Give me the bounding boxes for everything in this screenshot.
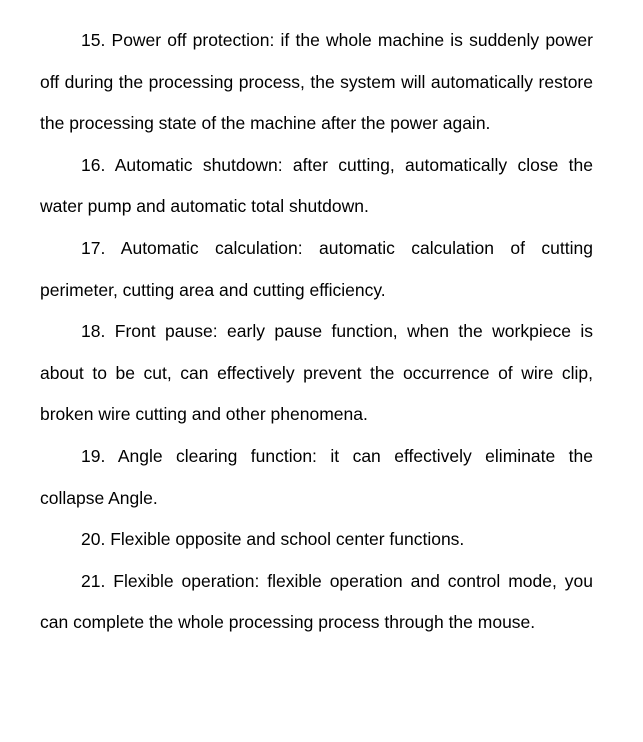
paragraph-19-angle-clearing: 19. Angle clearing function: it can effectively eliminate the collapse Angle. (40, 445, 593, 508)
paragraph-20-flexible-opposite: 20. Flexible opposite and school center functions. (81, 529, 465, 550)
paragraph-18-front-pause: 18. Front pause: early pause function, when the workpiece is about to be cut, can effectively prevent the occurrence of wire clip, broken wire cutting and other phenomena. (40, 321, 593, 425)
paragraph-21-flexible-operation: 21. Flexible operation: flexible operation and control mode, you can complete the whole processing process through the mouse. (40, 570, 593, 633)
paragraph-17-automatic-calculation: 17. Automatic calculation: automatic calculation of cutting perimeter, cutting area and cutting efficiency. (40, 237, 593, 300)
document-body (40, 20, 593, 644)
paragraph-16-automatic-shutdown: 16. Automatic shutdown: after cutting, automatically close the water pump and automatic total shutdown. (40, 154, 593, 217)
paragraph-15-power-off-protection: 15. Power off protection: if the whole machine is suddenly power off during the processing process, the system will automatically restore the processing state of the machine after the power again. (40, 30, 593, 134)
